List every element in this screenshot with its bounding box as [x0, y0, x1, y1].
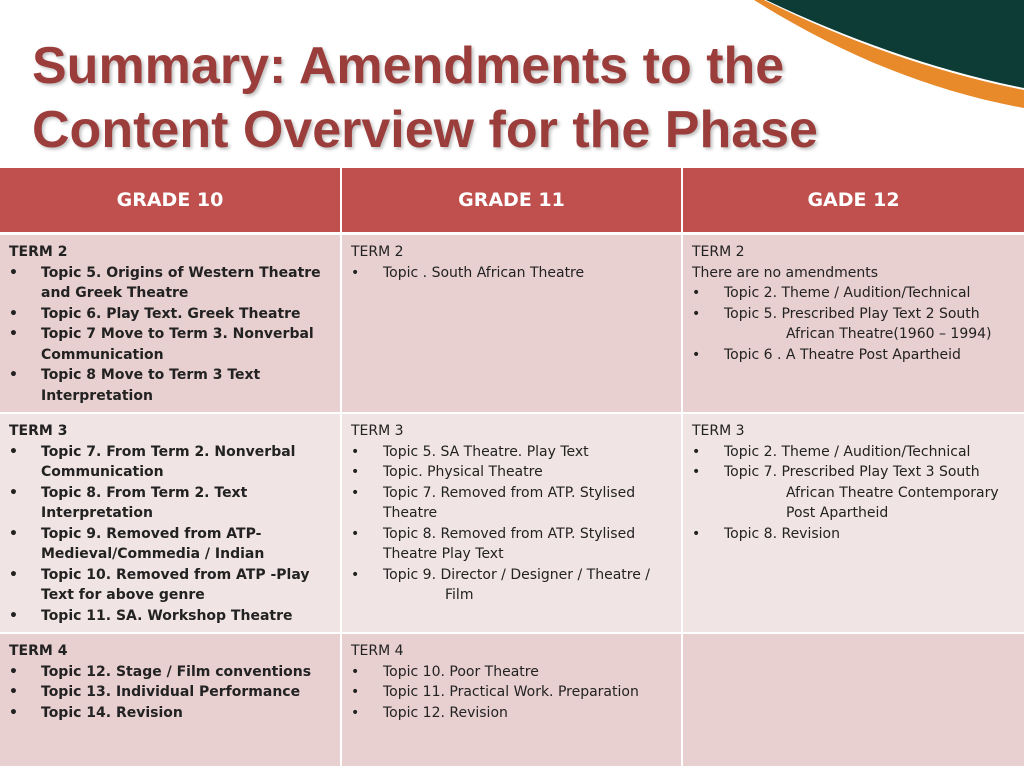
list-item: • Topic 6 . A Theatre Post Apartheid [692, 345, 1016, 366]
topic-list [351, 442, 673, 606]
term-label: TERM 2 [9, 244, 68, 260]
list-item: • Topic . South African Theatre [351, 263, 673, 284]
list-item-text: Topic 5. Prescribed Play Text 2 South [724, 305, 980, 322]
list-item: • Topic 10. Poor Theatre [351, 662, 673, 683]
header-grade-12: GADE 12 [682, 168, 1024, 234]
term-label: TERM 3 [692, 423, 745, 439]
list-item: • Topic 11. Practical Work. Preparation [351, 682, 673, 703]
term-label: TERM 2 [692, 244, 745, 260]
list-item: • Topic 12. Revision [351, 703, 673, 724]
topic-list [351, 662, 673, 724]
list-item: • Topic 8. From Term 2. Text Interpretation [9, 483, 332, 524]
topic-list [9, 662, 332, 724]
cell-grade12-term2 [682, 234, 1024, 414]
list-item: • Topic 14. Revision [9, 703, 332, 724]
list-item-continuation: African Theatre Contemporary Post Apartheid [786, 484, 999, 521]
list-item-text: Topic 9. Director / Designer / Theatre / [383, 566, 650, 583]
term-label: TERM 4 [9, 643, 68, 659]
list-item: • Topic 8 Move to Term 3 Text Interpretation [9, 365, 332, 406]
list-item: • Topic 11. SA. Workshop Theatre [9, 606, 332, 627]
list-item [351, 565, 673, 606]
list-item: • Topic 8. Revision [692, 524, 1016, 545]
header-grade-11: GRADE 11 [341, 168, 682, 234]
list-item: • Topic 7. From Term 2. Nonverbal Communication [9, 442, 332, 483]
list-item-text: Topic 7. Prescribed Play Text 3 South [724, 464, 980, 480]
cell-grade12-term3 [682, 413, 1024, 633]
topic-list [692, 283, 1016, 365]
cell-grade10-term4 [0, 633, 341, 767]
term-label: TERM 3 [351, 423, 404, 439]
topic-list [692, 442, 1016, 545]
table-row-term-3 [0, 413, 1024, 633]
table-header-row [0, 168, 1024, 234]
cell-grade11-term4 [341, 633, 682, 767]
cell-grade10-term2 [0, 234, 341, 414]
cell-grade10-term3 [0, 413, 341, 633]
table-row-term-2 [0, 234, 1024, 414]
list-item: • Topic 12. Stage / Film conventions [9, 662, 332, 683]
list-item: • Topic. Physical Theatre [351, 462, 673, 483]
term-label: TERM 4 [351, 643, 404, 659]
page-title-line-2: Content Overview for the Phase [32, 101, 818, 159]
cell-grade11-term3 [341, 413, 682, 633]
cell-grade12-term4-empty [682, 633, 1024, 767]
term-label: TERM 3 [9, 423, 68, 439]
no-amendments-note: There are no amendments [692, 264, 879, 281]
table-row-term-4 [0, 633, 1024, 767]
list-item: • Topic 2. Theme / Audition/Technical [692, 442, 1016, 463]
topic-list [9, 263, 332, 407]
topic-list [9, 442, 332, 627]
list-item [692, 462, 1016, 524]
list-item: • Topic 7 Move to Term 3. Nonverbal Communication [9, 324, 332, 365]
list-item: • Topic 7. Removed from ATP. Stylised Theatre [351, 483, 673, 524]
list-item: • Topic 8. Removed from ATP. Stylised Theatre Play Text [351, 524, 673, 565]
cell-grade11-term2 [341, 234, 682, 414]
list-item: • Topic 5. SA Theatre. Play Text [351, 442, 673, 463]
list-item: • Topic 5. Origins of Western Theatre and Greek Theatre [9, 263, 332, 304]
page-title-line-1: Summary: Amendments to the [32, 37, 785, 95]
list-item-continuation: Film [445, 587, 474, 603]
amendments-table [0, 168, 1024, 768]
topic-list [351, 263, 673, 284]
list-item: • Topic 9. Removed from ATP- Medieval/Commedia / Indian [9, 524, 332, 565]
list-item: • Topic 6. Play Text. Greek Theatre [9, 304, 332, 325]
list-item: • Topic 13. Individual Performance [9, 682, 332, 703]
page-title [32, 34, 912, 162]
list-item: • Topic 10. Removed from ATP -Play Text for above genre [9, 565, 332, 606]
list-item [692, 304, 1016, 345]
list-item-continuation: African Theatre(1960 – 1994) [786, 326, 992, 342]
list-item: • Topic 2. Theme / Audition/Technical [692, 283, 1016, 304]
header-grade-10: GRADE 10 [0, 168, 341, 234]
term-label: TERM 2 [351, 244, 404, 260]
